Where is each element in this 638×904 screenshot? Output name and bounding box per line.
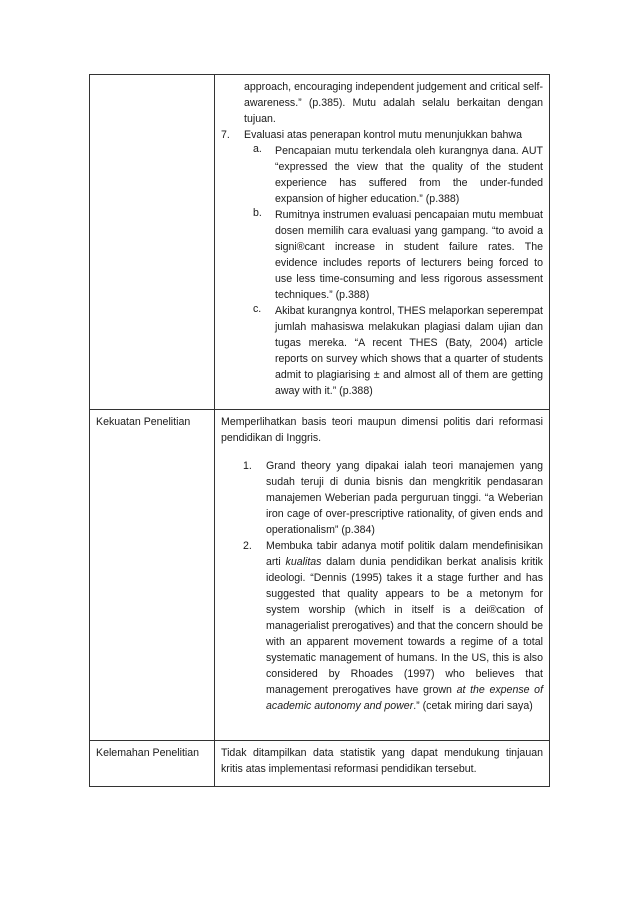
sub-item-b xyxy=(253,207,543,303)
sub-letter: b. xyxy=(253,207,262,219)
weaknesses-text: Tidak ditampilkan data statistik yang dapat mendukung tinjauan kritis atas implementasi reformasi pendidikan tersebut. xyxy=(221,747,543,775)
text-part: dalam dunia pendidikan berkat analisis kritik ideologi. “Dennis (1995) takes it a stage further and has suggested that quality appears to be a metonym for system worship (which in itself is a dei®cation of managerialist prerogatives) and that the concern should be with an apparent movement towards a regime of a total systematic management of humans. In the US, this is also considered by Rhoades (1997) who believes that management prerogatives have grown xyxy=(266,556,543,696)
sub-item-c xyxy=(253,303,543,399)
row-label-strengths: Kekuatan Penelitian xyxy=(90,410,215,741)
row-label-empty xyxy=(90,75,215,410)
strengths-list xyxy=(243,458,543,714)
list-number: 2. xyxy=(243,540,252,552)
table-row-weaknesses xyxy=(90,741,550,787)
text-part: Membuka tabir adanya motif politik dalam mendefinisikan arti xyxy=(266,540,543,568)
row-content-weaknesses xyxy=(215,741,550,787)
table-row-strengths xyxy=(90,410,550,741)
review-table xyxy=(89,74,550,787)
sub-item-a xyxy=(253,143,543,207)
sub-text: Pencapaian mutu terkendala oleh kurangnya dana. AUT “expressed the view that the quality of the student experience has suffered from the under-funded expansion of higher education.” (p.388) xyxy=(275,145,543,205)
italic-text: at the expense of academic autonomy and power xyxy=(266,684,544,712)
sub-list xyxy=(253,143,543,399)
list-number: 7. xyxy=(221,129,230,141)
table-row-continuation xyxy=(90,75,550,410)
row-content-strengths xyxy=(215,410,550,741)
list-text xyxy=(266,538,543,714)
list-text: Grand theory yang dipakai ialah teori manajemen yang sudah teruji di dunia bisnis dan mengkritik pendasaran manajemen Weberian pada perguruan tinggi. “a Weberian iron cage of over-prescriptive rationality, of given ends and operationalism” (p.384) xyxy=(266,460,543,536)
row-label-weaknesses: Kelemahan Penelitian xyxy=(90,741,215,787)
row-content-evaluation xyxy=(215,75,550,410)
text-part: .” (cetak miring dari saya) xyxy=(413,700,533,712)
item-6-continuation: approach, encouraging independent judgement and critical self-awareness.” (p.385). Mutu adalah selalu berkaitan dengan tujuan. xyxy=(244,81,543,125)
sub-text: Akibat kurangnya kontrol, THES melaporkan seperempat jumlah mahasiswa melakukan plagiasi dalam ujian dan tugas mereka. “A recent THES (Baty, 2004) article reports on survey which shows that a quarter of students admit to plagiarising ± and almost all of them are getting away with it.” (p.388) xyxy=(275,305,543,397)
sub-letter: c. xyxy=(253,303,262,315)
list-number: 1. xyxy=(243,460,252,472)
list-text: Evaluasi atas penerapan kontrol mutu menunjukkan bahwa xyxy=(244,129,522,141)
italic-text: kualitas xyxy=(285,556,322,568)
list-item-1 xyxy=(243,458,543,538)
sub-letter: a. xyxy=(253,143,262,155)
sub-text: Rumitnya instrumen evaluasi pencapaian mutu membuat dosen memilih cara evaluasi yang gampang. “to avoid a signi®cant increase in student failure rates. The evidence includes reports of lecturers being forced to use less time-consuming and less rigorous assessment techniques.” (p.388) xyxy=(275,209,543,301)
strengths-intro: Memperlihatkan basis teori maupun dimensi politis dari reformasi pendidikan di Inggris. xyxy=(221,416,543,444)
list-item-2 xyxy=(243,538,543,714)
list-item-7 xyxy=(221,127,543,143)
